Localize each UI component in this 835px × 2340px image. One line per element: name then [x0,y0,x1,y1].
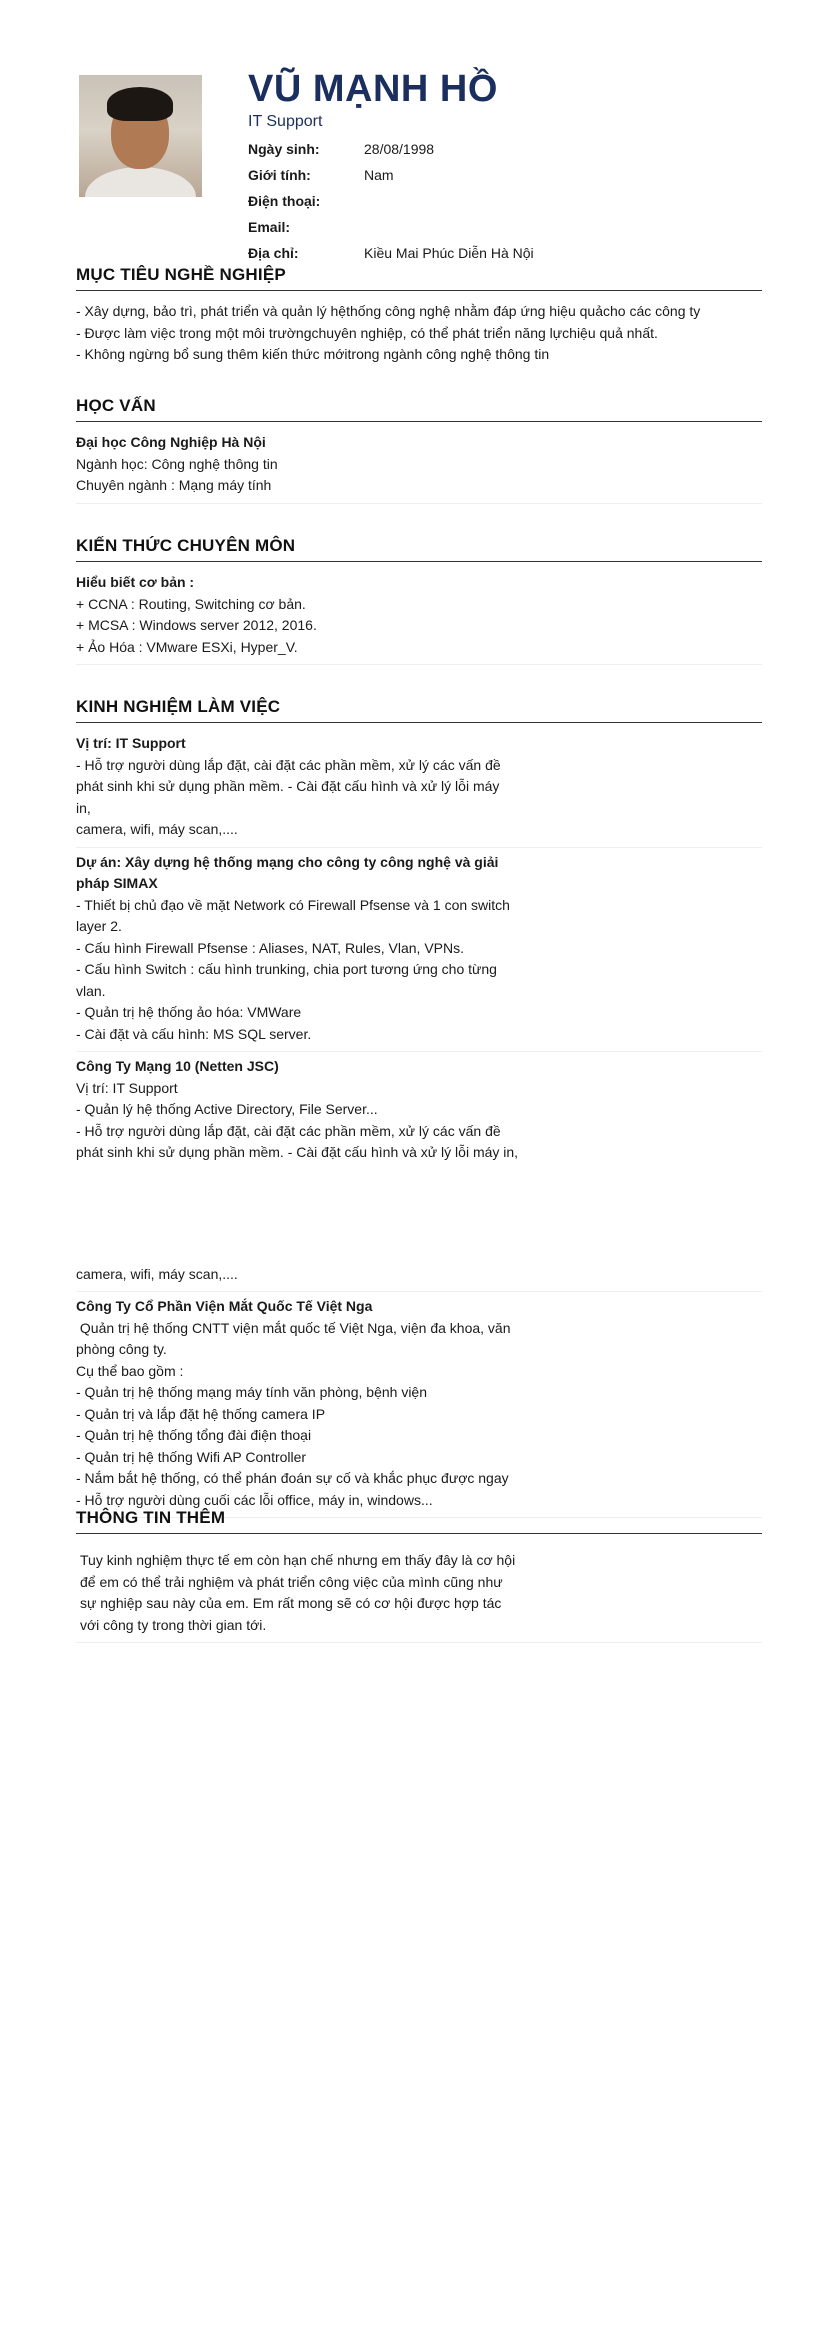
profile-photo [79,75,202,197]
objective-line: - Được làm việc trong một môi trườngchuyên nghiệp, có thể phát triển năng lựchiệu quả nhất. [76,324,658,341]
info-row-email [248,217,534,243]
objective-line: - Xây dựng, bảo trì, phát triển và quản lý hệthống công nghệ nhằm đáp ứng hiệu quảcho các công ty [76,303,701,319]
experience-item [76,1052,762,1292]
job-line: - Quản trị và lắp đặt hệ thống camera IP [76,1405,326,1422]
job-line: phòng công ty. [76,1341,167,1357]
info-value: Kiều Mai Phúc Diễn Hà Nội [364,245,534,261]
photo-shirt [85,167,196,197]
info-label: Giới tính: [248,167,311,183]
project-heading: Dự án: Xây dựng hệ thống mạng cho công ty công nghệ và giải [76,853,499,870]
company-heading: Công Ty Mạng 10 (Netten JSC) [76,1058,279,1074]
job-line: layer 2. [76,918,122,934]
education-block [76,428,762,504]
job-line: phát sinh khi sử dụng phần mềm. - Cài đặt cấu hình và xử lý lỗi máy in, [76,778,500,816]
job-line: Quản trị hệ thống CNTT viện mắt quốc tế Việt Nga, viện đa khoa, văn [76,1319,511,1336]
info-paragraph-line: Tuy kinh nghiệm thực tế em còn hạn chế nhưng em thấy đây là cơ hội [80,1552,516,1568]
job-line: - Quản trị hệ thống Wifi AP Controller [76,1448,307,1465]
skills-heading: Hiểu biết cơ bản : [76,574,195,590]
section-title: HỌC VẤN [76,396,762,422]
job-line: camera, wifi, máy scan,.... [76,821,238,837]
skill-line: + Ảo Hóa : VMware ESXi, Hyper_V. [76,638,298,655]
company-heading: Công Ty Cổ Phần Viện Mắt Quốc Tế Việt Nga [76,1298,373,1314]
personal-info [248,139,534,269]
info-row-gender [248,165,534,191]
info-row-phone [248,191,534,217]
section-title: THÔNG TIN THÊM [76,1508,762,1534]
job-line: - Hỗ trợ người dùng lắp đặt, cài đặt các phần mềm, xử lý các vấn đề [76,756,501,773]
experience-item [76,729,762,848]
section-skills [76,536,762,665]
section-title: KIẾN THỨC CHUYÊN MÔN [76,536,762,562]
objective-line: - Không ngừng bổ sung thêm kiến thức mớitrong ngành công nghệ thông tin [76,346,550,362]
info-paragraph-line: với công ty trong thời gian tới. [80,1616,267,1633]
job-line: - Cấu hình Firewall Pfsense : Aliases, NAT, Rules, Vlan, VPNs. [76,939,465,956]
section-objective [76,265,762,372]
job-line: - Hỗ trợ người dùng cuối các lỗi office, máy in, windows... [76,1491,433,1508]
objective-block [76,297,762,372]
section-title: KINH NGHIỆM LÀM VIỆC [76,697,762,723]
job-line: - Nắm bắt hệ thống, có thể phán đoán sự cố và khắc phục được ngay [76,1470,509,1486]
experience-item [76,848,762,1053]
info-row-birthdate [248,139,534,165]
job-line: - Thiết bị chủ đạo về mặt Network có Firewall Pfsense và 1 con switch [76,896,510,913]
job-line: vlan. [76,982,106,999]
info-value: Nam [364,167,394,183]
section-title: MỤC TIÊU NGHỀ NGHIỆP [76,265,762,291]
experience-item [76,1292,762,1518]
job-line: phát sinh khi sử dụng phần mềm. - Cài đặt cấu hình và xử lý lỗi máy in, [76,1144,519,1160]
job-line: Cụ thể bao gồm : [76,1362,184,1379]
school-name: Đại học Công Nghiệp Hà Nội [76,434,266,450]
job-line: Vị trí: IT Support [76,1079,178,1096]
info-label: Email: [248,219,291,235]
photo-hair [107,87,173,121]
info-label: Địa chỉ: [248,245,299,261]
section-education [76,396,762,504]
job-line: - Hỗ trợ người dùng lắp đặt, cài đặt các phần mềm, xử lý các vấn đề [76,1122,501,1139]
education-line: Ngành học: Công nghệ thông tin [76,455,278,472]
job-line: - Quản lý hệ thống Active Directory, File Server... [76,1101,378,1117]
section-experience [76,697,762,1518]
blank-gap [76,1164,762,1264]
info-paragraph-line: để em có thể trải nghiệm và phát triển công việc của mình cũng như [80,1573,503,1590]
job-line: - Cấu hình Switch : cấu hình trunking, chia port tương ứng cho từng [76,961,497,977]
skill-line: + CCNA : Routing, Switching cơ bản. [76,595,306,612]
job-line: - Quản trị hệ thống ảo hóa: VMWare [76,1004,302,1020]
skills-block [76,568,762,665]
job-line: camera, wifi, máy scan,.... [76,1265,238,1282]
additional-info-block [76,1540,762,1643]
job-heading: Vị trí: IT Support [76,735,186,751]
info-paragraph-line: sự nghiệp sau này của em. Em rất mong sẽ có cơ hội được hợp tác [80,1595,502,1611]
section-additional-info [76,1508,762,1643]
education-line: Chuyên ngành : Mạng máy tính [76,477,272,493]
job-line: - Quản trị hệ thống tổng đài điện thoại [76,1427,312,1443]
candidate-name: VŨ MẠNH HỒ [248,68,498,110]
info-value: 28/08/1998 [364,141,435,157]
candidate-role: IT Support [248,113,323,130]
project-heading: pháp SIMAX [76,875,158,891]
info-label: Ngày sinh: [248,141,320,157]
job-line: - Quản trị hệ thống mạng máy tính văn phòng, bệnh viện [76,1384,428,1400]
info-label: Điện thoại: [248,193,321,209]
job-line: - Cài đặt và cấu hình: MS SQL server. [76,1025,312,1042]
skill-line: + MCSA : Windows server 2012, 2016. [76,617,317,633]
